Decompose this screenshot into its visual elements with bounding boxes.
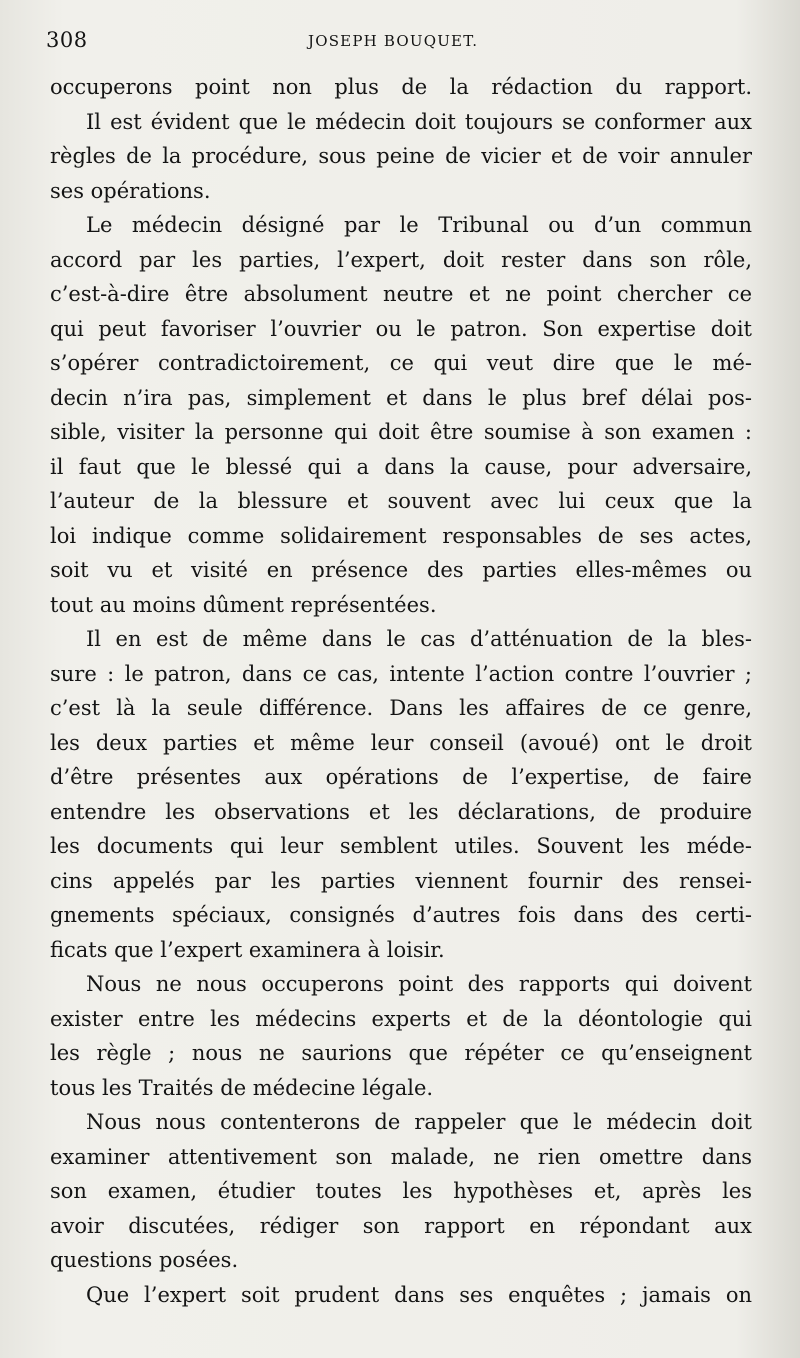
text-line: c’est-à-dire être absolument neutre et ne point chercher ce [50, 282, 752, 306]
text-line: son examen, étudier toutes les hypothèses et, après les [50, 1179, 752, 1203]
text-line: examiner attentivement son malade, ne rien omettre dans [50, 1144, 752, 1169]
text-line: les deux parties et même leur conseil (avoué) ont le droit [50, 730, 752, 755]
text-line: l’auteur de la blessure et souvent avec lui ceux que la [50, 489, 752, 513]
text-line: loi indique comme solidairement responsables de ses actes, [50, 523, 752, 548]
text-line: exister entre les médecins experts et de la déontologie qui [50, 1006, 752, 1031]
body-text [50, 70, 752, 1312]
text-line: gnements spéciaux, consignés d’autres fois dans des certi- [50, 903, 752, 927]
text-line: Il en est de même dans le cas d’atténuation de la bles- [86, 627, 752, 651]
text-line: ses opérations. [50, 178, 211, 203]
text-line: decin n’ira pas, simplement et dans le plus bref délai pos- [50, 385, 752, 410]
text-line: Le médecin désigné par le Tribunal ou d’un commun [86, 213, 752, 237]
text-line: sure : le patron, dans ce cas, intente l’action contre l’ouvrier ; [50, 661, 752, 686]
running-head: JOSEPH BOUQUET. [308, 32, 479, 50]
text-line: cins appelés par les parties viennent fournir des rensei- [50, 868, 752, 893]
text-line: les règle ; nous ne saurions que répéter ce qu’enseignent [50, 1041, 752, 1065]
text-line: tout au moins dûment représentées. [50, 592, 437, 617]
text-line: règles de la procédure, sous peine de vicier et de voir annuler [50, 144, 752, 168]
text-line: qui peut favoriser l’ouvrier ou le patron. Son expertise doit [50, 316, 752, 341]
text-line: questions posées. [50, 1248, 239, 1272]
page-header [46, 28, 746, 62]
text-line: accord par les parties, l’expert, doit rester dans son rôle, [50, 247, 752, 272]
text-line: les documents qui leur semblent utiles. Souvent les méde- [50, 834, 752, 858]
text-line: d’être présentes aux opérations de l’expertise, de faire [50, 765, 752, 789]
page-number: 308 [46, 28, 88, 52]
text-line: soit vu et visité en présence des parties elles-mêmes ou [50, 558, 752, 582]
text-line: avoir discutées, rédiger son rapport en répondant aux [50, 1213, 752, 1238]
text-line: il faut que le blessé qui a dans la cause, pour adversaire, [50, 454, 752, 479]
text-line: sible, visiter la personne qui doit être soumise à son examen : [50, 420, 752, 444]
text-line: tous les Traités de médecine légale. [50, 1075, 434, 1100]
text-line: occuperons point non plus de la rédaction du rapport. [50, 75, 752, 99]
text-line: Nous ne nous occuperons point des rapports qui doivent [86, 972, 752, 996]
text-line: Nous nous contenterons de rappeler que le médecin doit [86, 1110, 752, 1134]
text-line: Il est évident que le médecin doit toujours se conformer aux [86, 109, 752, 134]
text-line: s’opérer contradictoirement, ce qui veut dire que le mé- [50, 351, 752, 375]
text-line: entendre les observations et les déclarations, de produire [50, 799, 752, 824]
text-line: Que l’expert soit prudent dans ses enquêtes ; jamais on [86, 1282, 752, 1307]
text-line: c’est là la seule différence. Dans les affaires de ce genre, [50, 696, 752, 720]
text-line: ficats que l’expert examinera à loisir. [50, 937, 445, 962]
